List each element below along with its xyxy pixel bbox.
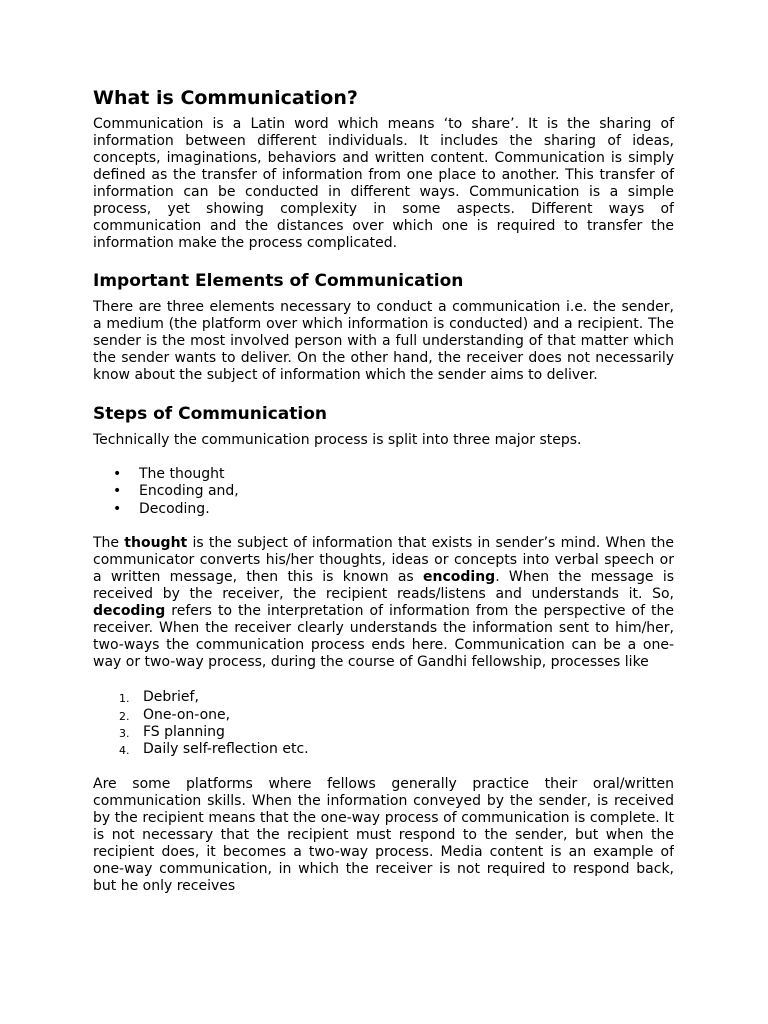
bold-term-decoding: decoding xyxy=(93,603,166,620)
paragraph-clip xyxy=(93,776,674,912)
list-item: • Encoding and, xyxy=(113,483,239,500)
list-item: 4. Daily self-reflection etc. xyxy=(119,741,309,758)
list-item: 1. Debrief, xyxy=(119,689,199,706)
section-heading-important-elements: Important Elements of Communication xyxy=(93,271,464,291)
document-page xyxy=(93,86,674,912)
bullet-icon: • xyxy=(113,500,122,517)
platforms-numbered-list xyxy=(93,689,674,759)
steps-bullet-list xyxy=(93,466,674,518)
bullet-icon: • xyxy=(113,466,122,482)
list-item: • Decoding. xyxy=(113,500,210,517)
paragraph-elements: There are three elements necessary to conduct a communication i.e. the sender, a medium (the platform over which information is conducted) and a recipient. The sender is the most involved person with a full understanding of that matter which the sender wants to deliver. On the other hand, the receiver does not necessarily know about the subject of information which the sender aims to deliver. xyxy=(93,299,674,383)
section-heading-steps: Steps of Communication xyxy=(93,404,327,424)
list-item: • The thought xyxy=(113,466,225,482)
bold-term-encoding: encoding xyxy=(423,569,496,586)
paragraph-steps-intro: Technically the communication process is split into three major steps. xyxy=(93,432,582,448)
bullet-icon: • xyxy=(113,483,122,500)
paragraph-platforms: Are some platforms where fellows generally practice their oral/written communication skills. When the information conveyed by the sender, is received by the recipient means that the one-way process of communication is complete. It is not necessary that the recipient must respond to the sender, but when the recipient does, it becomes a two-way process. Media content is an example of one-way communication, in which the receiver is not required to respond back, but he only receives xyxy=(93,775,674,894)
paragraph-definition: Communication is a Latin word which means ‘to share’. It is the sharing of information between different individuals. It includes the sharing of ideas, concepts, imaginations, behaviors and written content. Communication is simply defined as the transfer of information from one place to another. This transfer of information can be conducted in different ways. Communication is a simple process, yet showing complexity in some aspects. Different ways of communication and the distances over which one is required to transfer the information make the process complicated. xyxy=(93,116,674,251)
list-item: 3. FS planning xyxy=(119,724,225,741)
list-item: 2. One-on-one, xyxy=(119,706,231,723)
bold-term-thought: thought xyxy=(124,535,188,552)
section-heading-what-is-communication: What is Communication? xyxy=(93,87,358,109)
paragraph-thought-encoding-decoding: The thought is the subject of information that exists in sender’s mind. When the communicator converts his/her thoughts, ideas or concepts into verbal speech or a written message, then this is known as encoding. When the message is received by the receiver, the recipient reads/listens and understands it. So, decoding refers to the interpretation of information from the perspective of the receiver. When the receiver clearly understands the information sent to him/her, two-ways the communication process ends here. Communication can be a one-way or two-way process, during the course of Gandhi fellowship, processes like xyxy=(93,535,674,671)
